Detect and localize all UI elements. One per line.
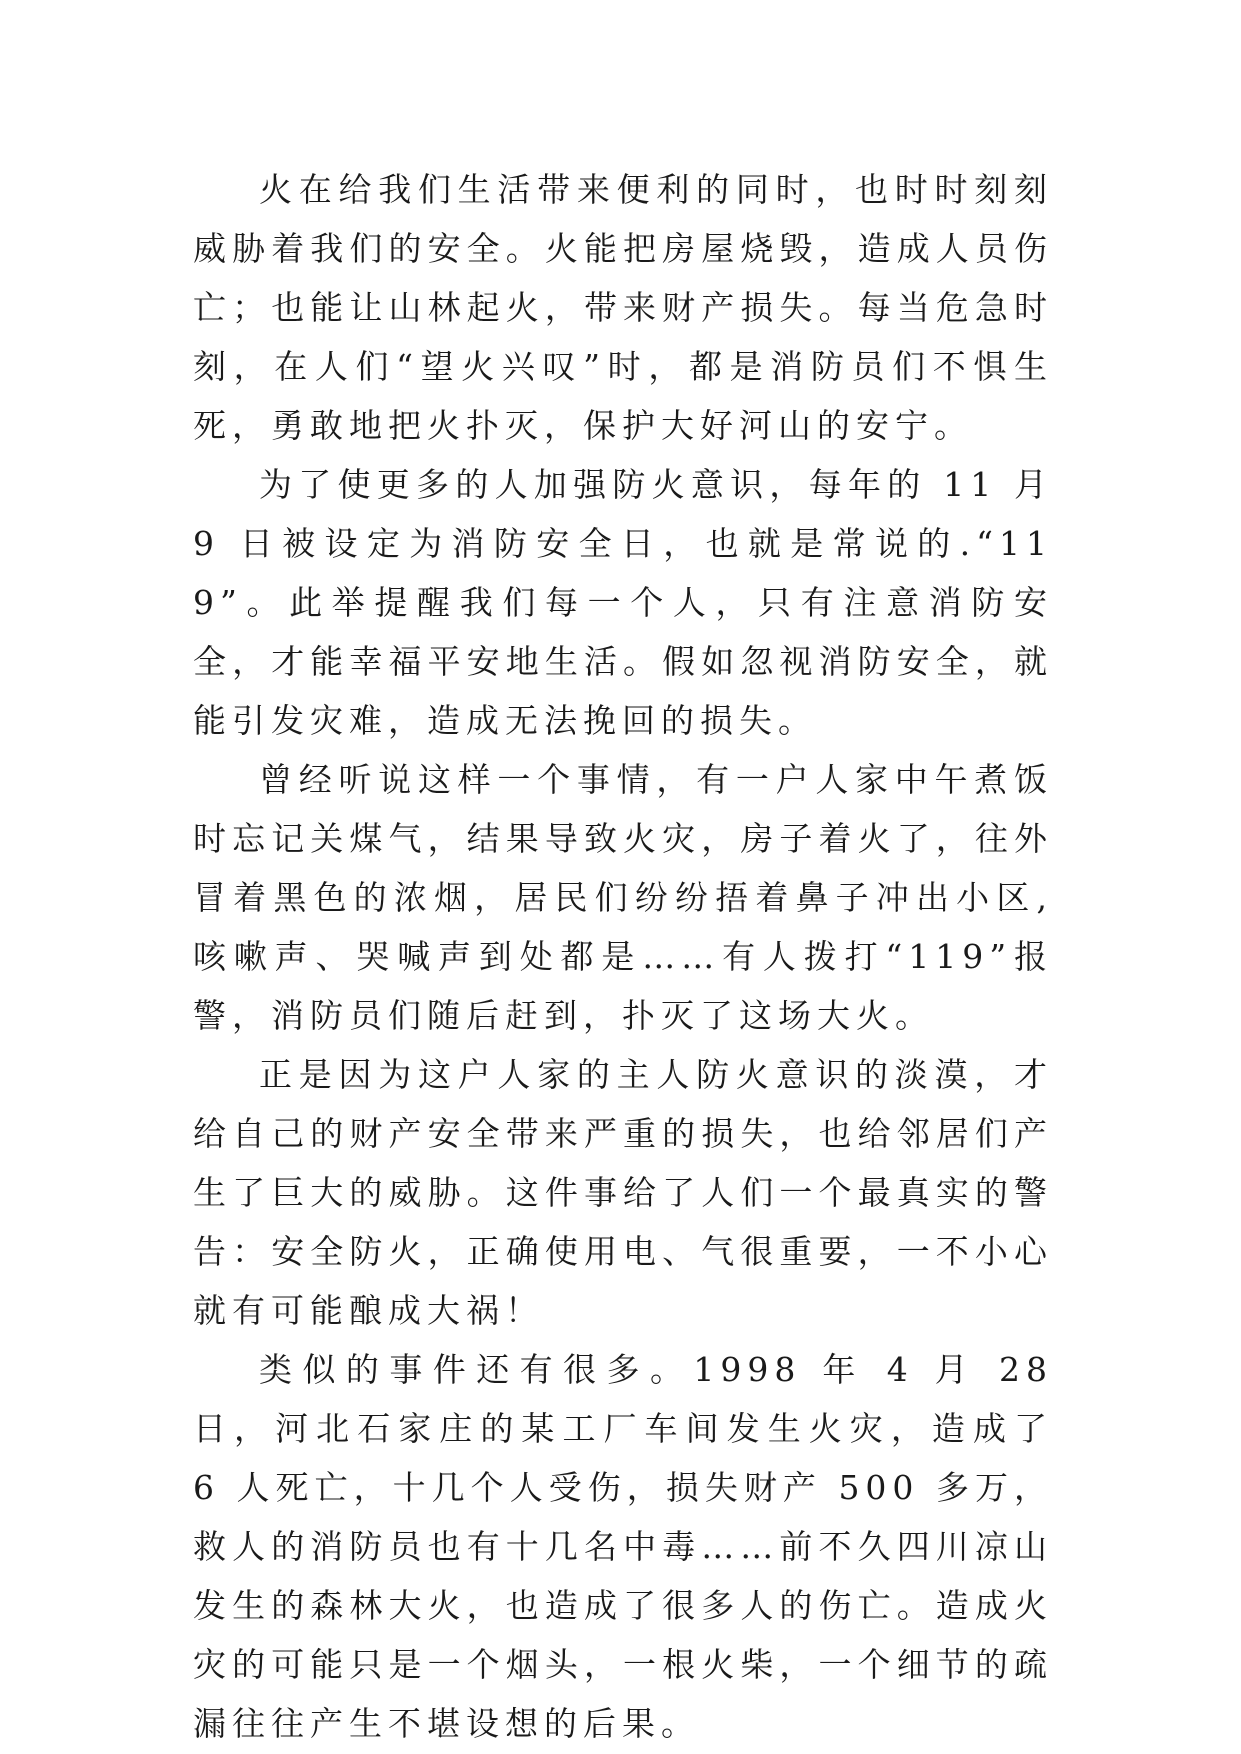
paragraph-2: 为了使更多的人加强防火意识，每年的 11 月 9 日被设定为消防安全日，也就是常说的.“119”。此举提醒我们每一个人，只有注意消防安全，才能幸福平安地生活。假如忽视消防安全，就能引发灾难，造成无法挽回的损失。 [193, 465, 1053, 740]
paragraph-3: 曾经听说这样一个事情，有一户人家中午煮饭时忘记关煤气，结果导致火灾，房子着火了，往外冒着黑色的浓烟，居民们纷纷捂着鼻子冲出小区,咳嗽声、哭喊声到处都是……有人拨打“119”报警，消防员们随后赶到，扑灭了这场大火。 [193, 760, 1053, 1035]
document-body [193, 160, 1053, 1753]
paragraph-1: 火在给我们生活带来便利的同时，也时时刻刻威胁着我们的安全。火能把房屋烧毁，造成人员伤亡；也能让山林起火，带来财产损失。每当危急时刻，在人们“望火兴叹”时，都是消防员们不惧生死，勇敢地把火扑灭，保护大好河山的安宁。 [193, 170, 1053, 445]
paragraph-5: 类似的事件还有很多。1998 年 4 月 28 日，河北石家庄的某工厂车间发生火灾，造成了 6 人死亡，十几个人受伤，损失财产 500 多万，救人的消防员也有十几名中毒……前不久四川凉山发生的森林大火，也造成了很多人的伤亡。造成火灾的可能只是一个烟头，一根火柴，一个细节的疏漏往往产生不堪设想的后果。 [193, 1350, 1053, 1743]
paragraph-4: 正是因为这户人家的主人防火意识的淡漠，才给自己的财产安全带来严重的损失，也给邻居们产生了巨大的威胁。这件事给了人们一个最真实的警告：安全防火，正确使用电、气很重要，一不小心就有可能酿成大祸！ [193, 1055, 1053, 1330]
